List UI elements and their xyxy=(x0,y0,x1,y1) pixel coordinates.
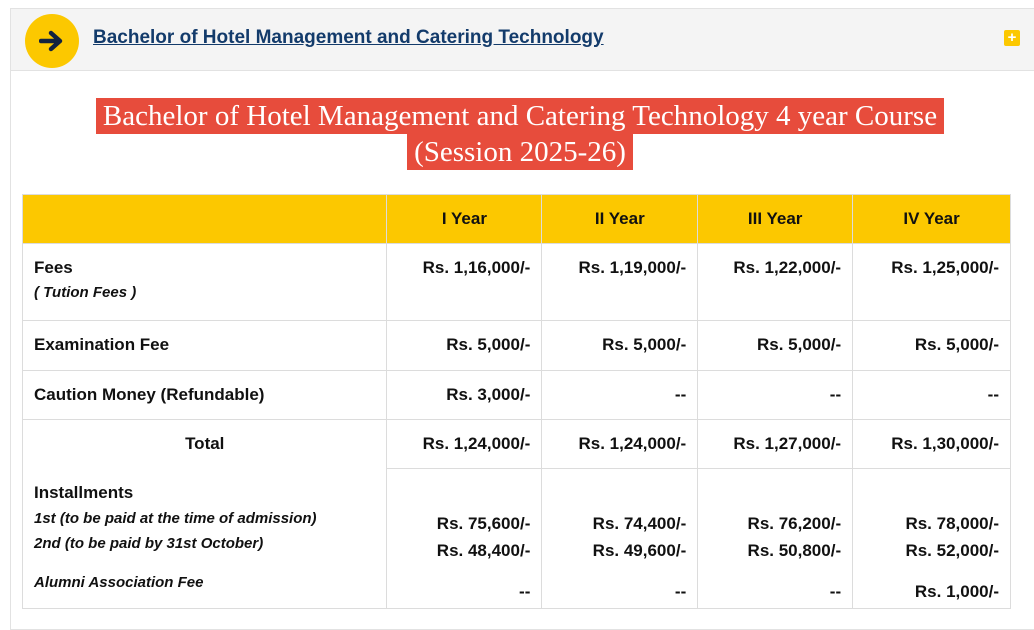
value: -- xyxy=(829,582,842,601)
header-cell: I Year xyxy=(387,195,542,244)
cell: Rs. 1,30,000/- xyxy=(853,420,1011,469)
accordion-title-link[interactable]: Bachelor of Hotel Management and Catering Technology xyxy=(93,27,604,48)
value: -- xyxy=(674,582,687,601)
cell: Rs. 5,000/- xyxy=(853,321,1011,371)
header-cell: II Year xyxy=(542,195,698,244)
first-installment-label: 1st (to be paid at the time of admission) xyxy=(34,509,317,527)
cell: -- xyxy=(853,371,1011,420)
cell: Rs. 1,24,000/- xyxy=(387,420,542,469)
table-row xyxy=(23,469,1011,609)
row-label: Examination Fee xyxy=(23,321,387,371)
course-heading-line1: Bachelor of Hotel Management and Catering Technology 4 year Course xyxy=(96,98,944,134)
value: Rs. 48,400/- xyxy=(436,541,531,560)
arrow-right-icon xyxy=(25,14,79,68)
value: Rs. 74,400/- xyxy=(592,514,687,533)
alumni-fee-label: Alumni Association Fee xyxy=(34,573,204,591)
table-row xyxy=(23,420,1011,469)
fee-table xyxy=(22,194,1011,609)
header-cell: III Year xyxy=(698,195,853,244)
row-label xyxy=(23,244,387,321)
table-row xyxy=(23,244,1011,321)
cell: Rs. 1,24,000/- xyxy=(542,420,698,469)
cell: Rs. 5,000/- xyxy=(542,321,698,371)
cell: -- xyxy=(698,371,853,420)
cell: Rs. 1,22,000/- xyxy=(698,244,853,321)
value: Rs. 50,800/- xyxy=(747,541,842,560)
cell xyxy=(853,469,1011,609)
installments-label: Installments xyxy=(34,482,134,502)
cell: -- xyxy=(542,371,698,420)
course-heading xyxy=(40,98,1000,170)
value: Rs. 52,000/- xyxy=(905,541,999,560)
value: Rs. 76,200/- xyxy=(747,514,842,533)
row-label: Total xyxy=(23,420,387,469)
cell xyxy=(387,469,542,609)
table-row xyxy=(23,321,1011,371)
fees-label: Fees xyxy=(34,258,73,277)
cell xyxy=(698,469,853,609)
course-heading-line2: (Session 2025-26) xyxy=(407,134,633,170)
table-row xyxy=(23,371,1011,420)
value: -- xyxy=(519,582,531,601)
cell: Rs. 1,27,000/- xyxy=(698,420,853,469)
value: Rs. 78,000/- xyxy=(905,514,999,533)
value: Rs. 1,000/- xyxy=(914,582,999,601)
header-cell: IV Year xyxy=(853,195,1011,244)
fees-sub-label: ( Tution Fees ) xyxy=(34,284,137,301)
row-label xyxy=(23,469,387,609)
cell xyxy=(542,469,698,609)
row-label: Caution Money (Refundable) xyxy=(23,371,387,420)
plus-square-icon[interactable]: + xyxy=(1004,30,1020,46)
cell: Rs. 1,16,000/- xyxy=(387,244,542,321)
table-header-row xyxy=(23,195,1011,244)
accordion-header[interactable] xyxy=(11,9,1034,71)
header-cell xyxy=(23,195,387,244)
cell: Rs. 1,19,000/- xyxy=(542,244,698,321)
cell: Rs. 1,25,000/- xyxy=(853,244,1011,321)
cell: Rs. 5,000/- xyxy=(698,321,853,371)
value: Rs. 49,600/- xyxy=(592,541,687,560)
second-installment-label: 2nd (to be paid by 31st October) xyxy=(34,534,264,552)
cell: Rs. 5,000/- xyxy=(387,321,542,371)
cell: Rs. 3,000/- xyxy=(387,371,542,420)
value: Rs. 75,600/- xyxy=(436,514,531,533)
